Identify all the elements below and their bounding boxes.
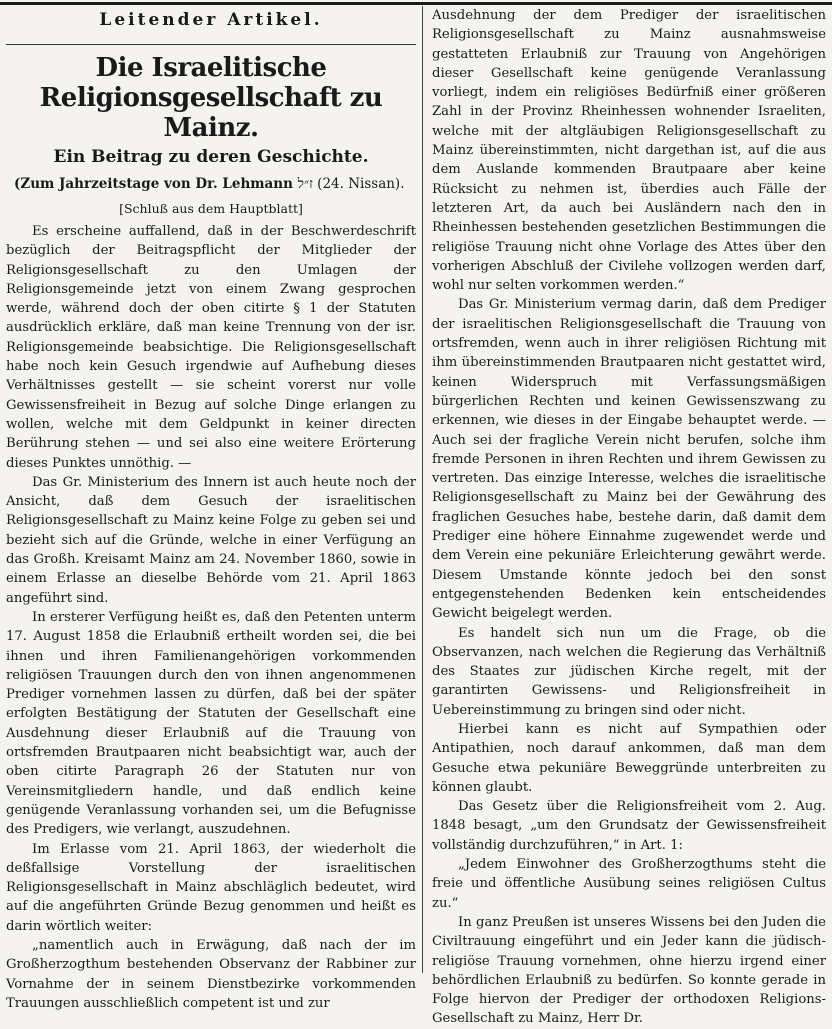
paragraph: In ganz Preußen ist unseres Wissens bei den Juden die Civiltrauung eingeführt und ein Jeder kann die jüdisch-religiöse Trauung vornehmen, ohne hierzu irgend einer behördlichen Erlaubniß zu bedürfen. So konnte gerade in Folge hiervon der Prediger der orthodoxen Religions-Gesellschaft zu Mainz, Herr Dr. [432,914,826,1027]
paragraph: Es erscheine auffallend, daß in der Beschwerdeschrift bezüglich der Beitragspflicht der Mitglieder der Religionsgesellschaft zu den Umlagen der Religionsgemeinde jetzt von einem Zwang gesprochen werde, während doch der oben citirte § 1 der Statuten ausdrücklich erkläre, daß man keine Trennung von der isr. Religionsgemeinde beabsichtige. Die Religionsgesellschaft habe noch kein Gesuch irgendwie auf Aufhebung dieses Verhältnisses gestellt — sie scheint vorerst nur volle Gewissensfreiheit in Bezug auf solche Dinge erlangen zu wollen, welche mit dem Geldpunkt in keiner directen Berührung stehen — und sei also eine weitere Erörterung dieses Punktes unnöthig. — [6,224,416,471]
dateline-main: (Zum Jahrzeitstage von Dr. Lehmann [14,176,293,192]
quote-paragraph: „Jedem Einwohner des Großherzogthums steht die freie und öffentliche Ausübung seines religiösen Cultus zu.“ [432,857,826,911]
left-column [6,6,416,1013]
paragraph: Es handelt sich nun um die Frage, ob die Observanzen, nach welchen die Regierung das Verhältniß des Staates zur jüdischen Kirche regelt, mit der garantirten Gewissens- und Religionsfreiheit in Uebereinstimmung zu bringen sind oder nicht. [432,625,826,718]
article-title: Die Israelitische Religionsgesellschaft zu Mainz. [39,53,383,143]
article-subtitle: Ein Beitrag zu deren Geschichte. [53,147,369,167]
paragraph: Das Gr. Ministerium des Innern ist auch heute noch der Ansicht, daß dem Gesuch der israelitischen Religionsgesellschaft zu Mainz keine Folge zu geben sei und bezieht sich auf die Gründe, welche in einer Verfügung an das Großh. Kreisamt Mainz am 24. November 1860, sowie in einem Erlasse an dieselbe Behörde vom 21. April 1863 angeführt sind. [6,474,416,606]
column-divider [422,6,423,973]
paragraph: Hierbei kann es nicht auf Sympathien oder Antipathien, noch darauf ankommen, daß man dem Gesuche etwa pekuniäre Beweggründe unterbreiten zu können glaubt. [432,721,826,795]
heading-rule [6,44,416,45]
top-rule [0,2,832,5]
dateline [6,175,416,193]
paragraph: Das Gesetz über die Religionsfreiheit vom 2. Aug. 1848 besagt, „um den Grundsatz der Gewissensfreiheit vollständig durchzuführen,“ in Art. 1: [432,799,826,853]
right-column [432,6,826,1029]
paragraph: Im Erlasse vom 21. April 1863, der wiederholt die deßfallsige Vorstellung der israelitischen Religionsgesellschaft in Mainz abschläglich bedeutet, wird auf die angeführten Gründe Bezug genommen und heißt es darin wörtlich weiter: [6,841,416,934]
section-heading: Leitender Artikel. [99,10,323,30]
dateline-tail: ז״ל (24. Nissan). [297,176,405,192]
paragraph: Ausdehnung der dem Prediger der israelitischen Religionsgesellschaft zu Mainz ausnahmsweise gestatteten Erlaubniß zur Trauung von Angehörigen dieser Gesellschaft keine genügende Veranlassung vorliegt, indem ein religiöses Bedürfniß einer größeren Zahl in der Provinz Rheinhessen wohnender Israeliten, welche mit der altgläubigen Religionsgesellschaft zu Mainz übereinstimmten, nicht dargethan ist, auf die aus dem Auslande kommenden Brautpaare aber keine Rücksicht zu nehmen ist, überdies auch Fälle der letzteren Art, da auch bei Ausländern nach den in Rheinhessen bestehenden gesetzlichen Bestimmungen die religiöse Trauung nicht ohne Vorlage des Attes über den vorherigen Abschluß der Civilehe vollzogen werden darf, wohl nur selten vorkommen werden.“ [432,8,826,294]
continuation-note: [Schluß aus dem Hauptblatt] [119,201,303,216]
quote-paragraph: „namentlich auch in Erwägung, daß nach der im Großherzogthum bestehenden Observanz der Rabbiner zur Vornahme der in seinem Dienstbezirke vorkommenden Trauungen ausschließlich competent ist und zur [6,937,416,1011]
paragraph: In ersterer Verfügung heißt es, daß den Petenten unterm 17. August 1858 die Erlaubniß ertheilt worden sei, die bei ihnen und ihren Familienangehörigen vorkommenden religiösen Trauungen durch den von ihnen angenommenen Prediger vornehmen lassen zu dürfen, daß bei der später erfolgten Bestätigung der Statuten der Gesellschaft eine Ausdehnung dieser Erlaubniß auf die Trauung von ortsfremden Brautpaaren nicht beabsichtigt war, auch der oben citirte Paragraph 26 der Statuten nur von Vereinsmitgliedern handle, und daß endlich keine genügende Veranlassung vorhanden sei, um die Befugnisse des Predigers, wie verlangt, auszudehnen. [6,609,416,838]
paragraph: Das Gr. Ministerium vermag darin, daß dem Prediger der israelitischen Religionsgesellschaft die Trauung von ortsfremden, wenn auch in ihrer religiösen Richtung mit ihm übereinstimmenden Brautpaaren nicht gestattet wird, keinen Widerspruch mit Verfassungsmäßigen bürgerlichen Rechten und keinen Gewissenszwang zu erkennen, wie dieses in der Eingabe behauptet werde. — Auch sei der fragliche Verein nicht berufen, solche ihm fremde Personen in ihren Rechten und ihrem Gewissen zu vertreten. Das einzige Interesse, welches die israelitische Religionsgesellschaft zu Mainz bei der Gewährung des fraglichen Gesuches habe, bestehe darin, daß damit dem Prediger eine höhere Einnahme zugewendet werde und dem Verein eine pekuniäre Erleichterung gewährt werde. Diesem Umstande könnte jedoch bei den sonst entgegenstehenden Bedenken kein entscheidendes Gewicht beigelegt werden. [432,297,826,622]
